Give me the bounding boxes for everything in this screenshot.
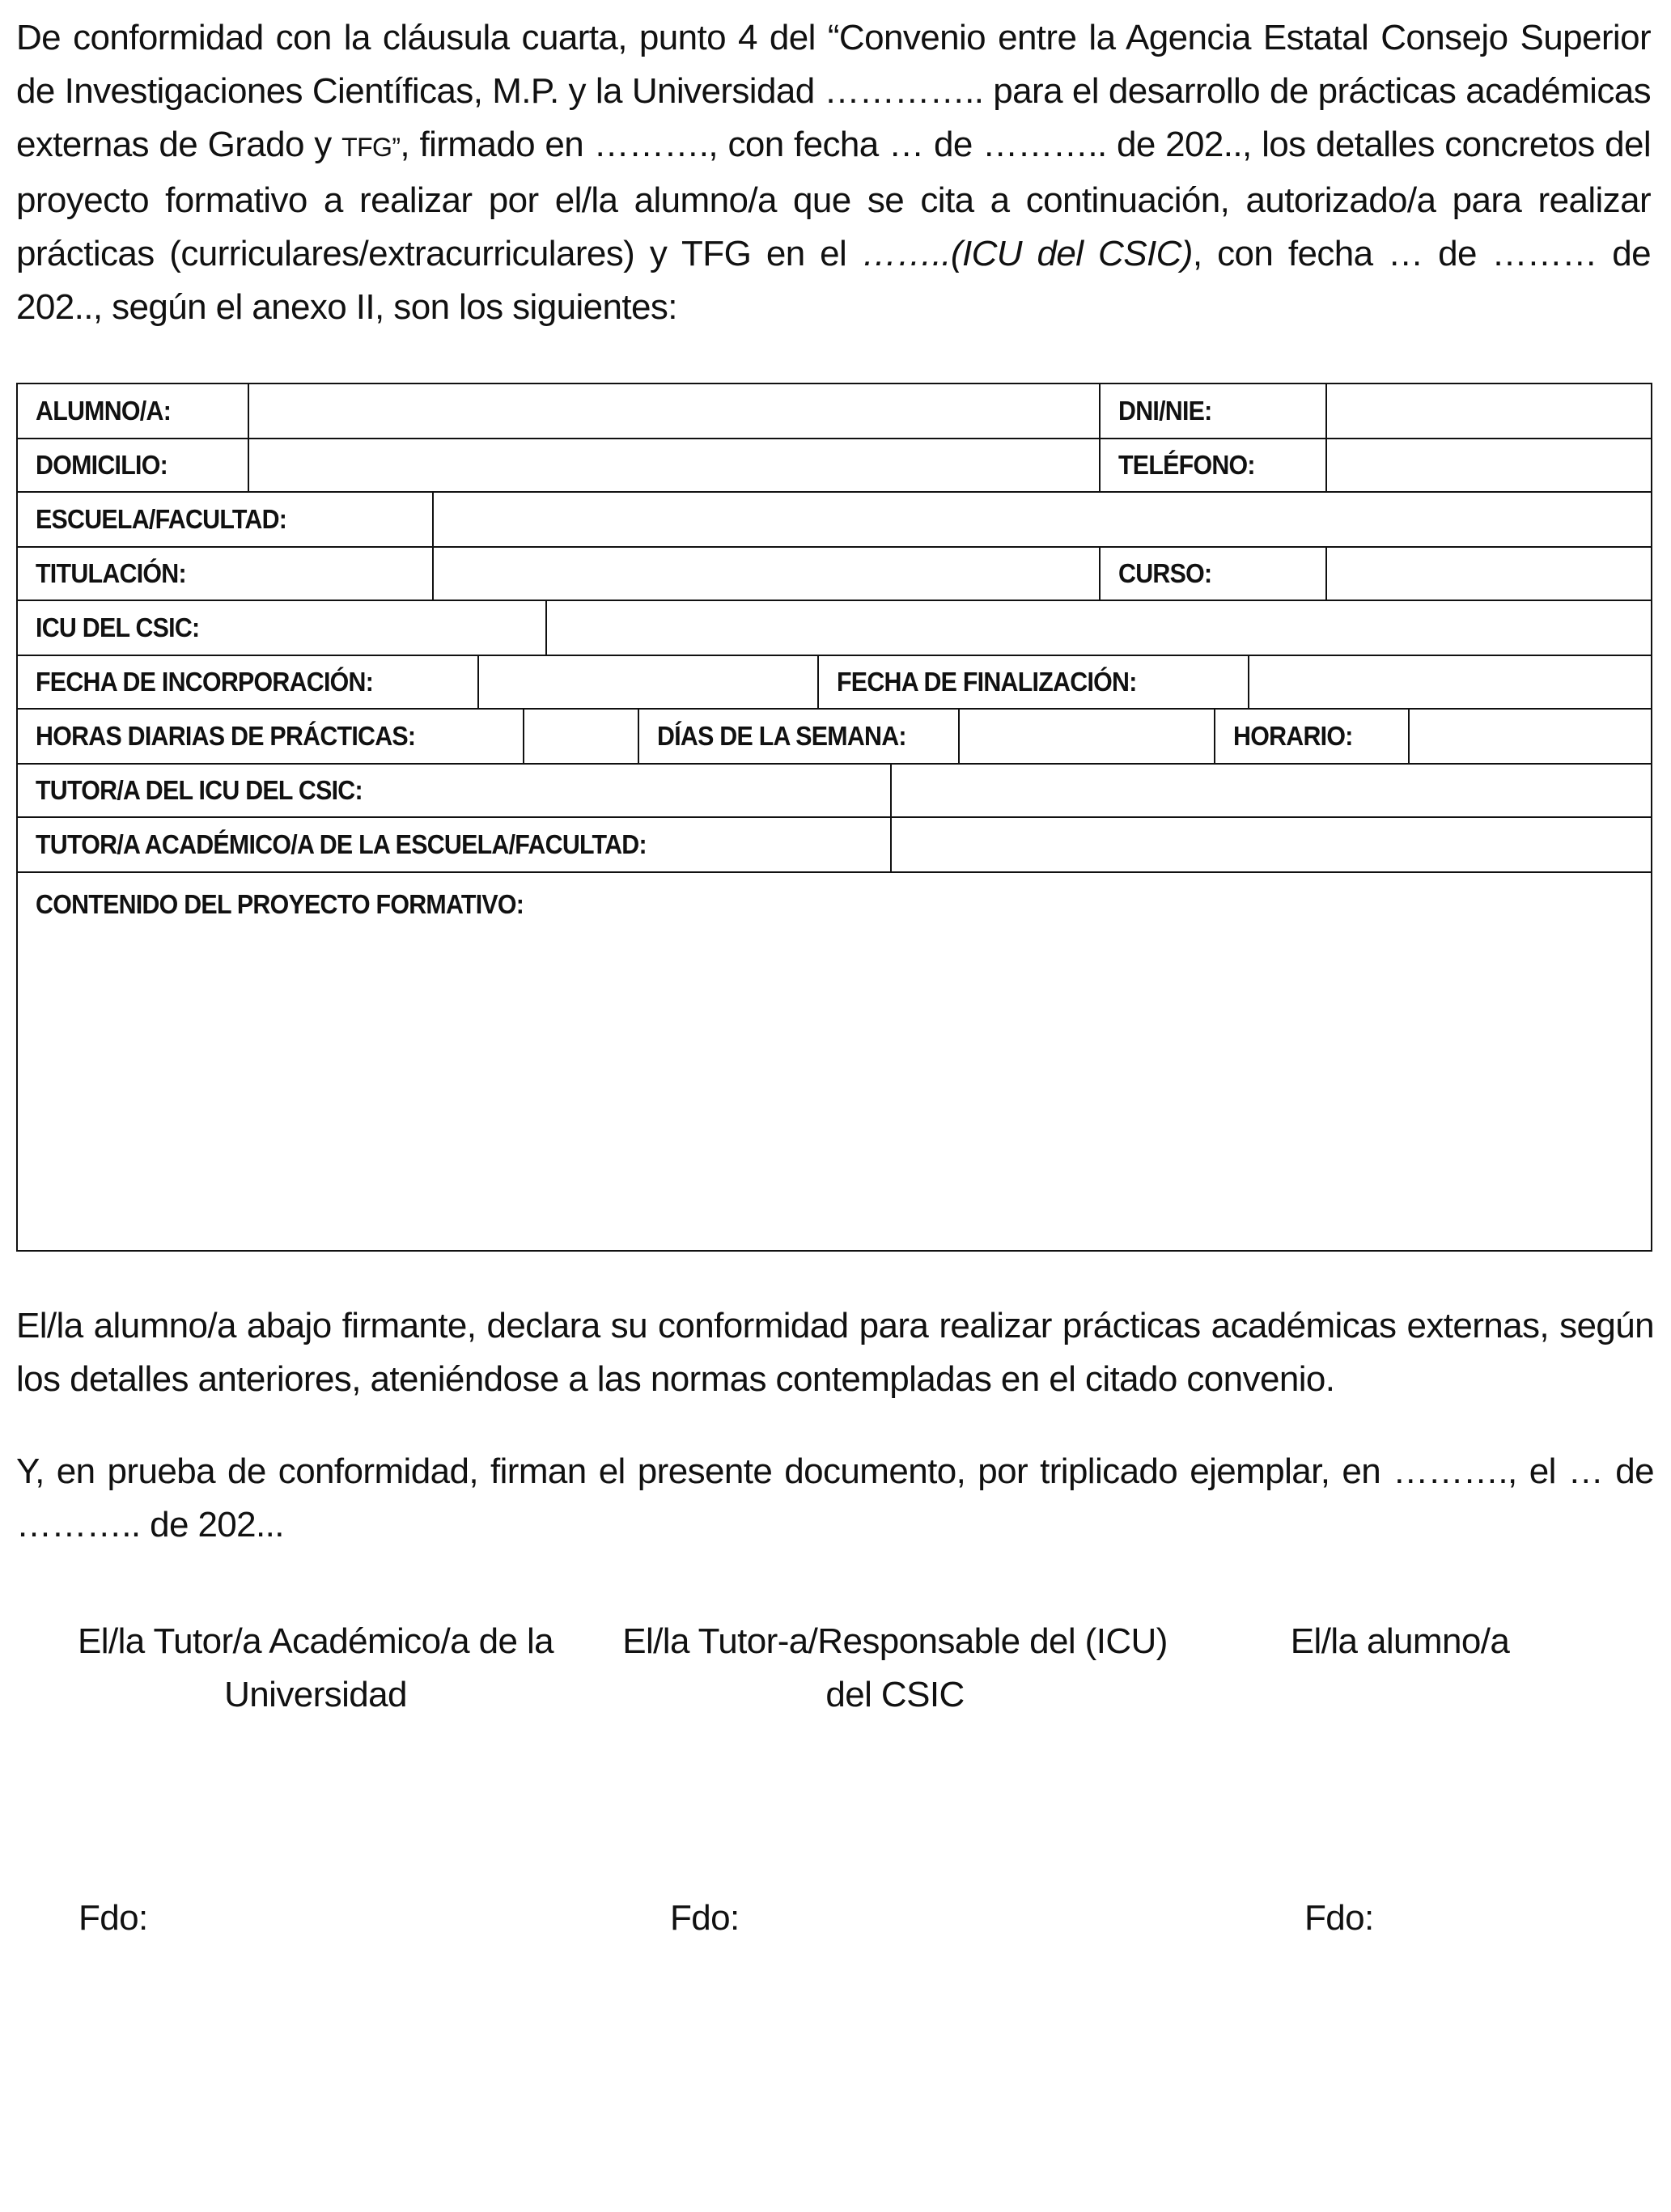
- telefono-label-cell: [1099, 439, 1325, 491]
- alumno-field[interactable]: [248, 384, 1099, 438]
- tutor-icu-label: TUTOR/A DEL ICU DEL CSIC:: [36, 775, 363, 805]
- titulacion-field[interactable]: [432, 548, 1099, 600]
- row-titulacion: [18, 548, 1651, 601]
- intro-text-3: , con fecha … de ……… de 202.., según el anexo II, son los siguientes:: [16, 234, 1651, 327]
- tutor-academico-label: TUTOR/A ACADÉMICO/A DE LA ESCUELA/FACULTAD:: [36, 829, 647, 859]
- curso-field[interactable]: [1325, 548, 1651, 600]
- intro-text-1: De conformidad con la cláusula cuarta, punto 4 del “Convenio entre la Agencia Estatal Consejo Superior de Investigaciones Científicas, M.P. y la Universidad ………….. para el desarrollo de prácticas académicas externas de Grado y: [16, 18, 1651, 164]
- dni-label: DNI/NIE:: [1118, 396, 1212, 426]
- contenido-field[interactable]: [18, 873, 1651, 1250]
- dni-field[interactable]: [1325, 384, 1651, 438]
- row-fechas: [18, 656, 1651, 710]
- row-alumno: [18, 384, 1651, 439]
- horas-field[interactable]: [523, 710, 638, 763]
- fecha-incorporacion-label: FECHA DE INCORPORACIÓN:: [36, 667, 374, 697]
- signature-student: El/la alumno/a: [1290, 1621, 1510, 1661]
- horario-label: HORARIO:: [1233, 721, 1353, 751]
- signature-academic-tutor: El/la Tutor/a Académico/a de la Universidad: [78, 1621, 553, 1714]
- telefono-label: TELÉFONO:: [1118, 450, 1255, 480]
- fecha-finalizacion-label: FECHA DE FINALIZACIÓN:: [837, 667, 1137, 697]
- tutor-academico-field[interactable]: [890, 818, 1651, 871]
- domicilio-label: DOMICILIO:: [36, 450, 168, 480]
- fecha-finalizacion-field[interactable]: [1248, 656, 1651, 708]
- curso-label: CURSO:: [1118, 558, 1212, 588]
- escuela-label: ESCUELA/FACULTAD:: [36, 504, 287, 534]
- dias-label-cell: [638, 710, 958, 763]
- telefono-field[interactable]: [1325, 439, 1651, 491]
- dni-label-cell: [1099, 384, 1325, 438]
- curso-label-cell: [1099, 548, 1325, 600]
- dias-field[interactable]: [958, 710, 1214, 763]
- fdo-student: Fdo:: [1304, 1898, 1374, 1938]
- icu-field[interactable]: [545, 601, 1651, 655]
- fecha-incorporacion-field[interactable]: [477, 656, 817, 708]
- intro-tfg: TFG”: [341, 133, 401, 162]
- project-form-table: [16, 383, 1652, 1252]
- proof-text: Y, en prueba de conformidad, firman el presente documento, por triplicado ejemplar, en ………., el … de ……….. de 202...: [16, 1451, 1654, 1545]
- row-tutor-icu: [18, 765, 1651, 818]
- fdo-academic: Fdo:: [78, 1898, 148, 1938]
- row-horas: [18, 710, 1651, 765]
- intro-paragraph: [16, 11, 1651, 334]
- row-tutor-academico: [18, 818, 1651, 873]
- dias-label: DÍAS DE LA SEMANA:: [657, 721, 906, 751]
- intro-text-2: , firmado en ………., con fecha … de ……….. de 202.., los detalles concretos del proyecto formativo a realizar por el/la alumno/a que se cita a continuación, autorizado/a para realizar prácticas (curriculares/extracurriculares) y TFG en el: [16, 125, 1651, 273]
- icu-label: ICU DEL CSIC:: [36, 612, 200, 642]
- row-escuela: [18, 493, 1651, 548]
- horario-label-cell: [1214, 710, 1408, 763]
- declaration-text: El/la alumno/a abajo firmante, declara su conformidad para realizar prácticas académicas externas, según los detalles anteriores, ateniéndose a las normas contempladas en el citado convenio.: [16, 1306, 1654, 1399]
- titulacion-label: TITULACIÓN:: [36, 558, 186, 588]
- row-icu: [18, 601, 1651, 656]
- signature-icu-tutor: El/la Tutor-a/Responsable del (ICU) del CSIC: [622, 1621, 1168, 1714]
- fecha-finalizacion-label-cell: [817, 656, 1248, 708]
- intro-icu: ……..(ICU del CSIC): [861, 234, 1193, 273]
- alumno-label: ALUMNO/A:: [36, 396, 172, 426]
- horas-label: HORAS DIARIAS DE PRÁCTICAS:: [36, 721, 416, 751]
- tutor-icu-field[interactable]: [890, 765, 1651, 816]
- horario-field[interactable]: [1408, 710, 1651, 763]
- fdo-icu: Fdo:: [670, 1898, 740, 1938]
- contenido-label: CONTENIDO DEL PROYECTO FORMATIVO:: [36, 889, 524, 919]
- domicilio-field[interactable]: [248, 439, 1099, 491]
- row-domicilio: [18, 439, 1651, 493]
- escuela-field[interactable]: [432, 493, 1651, 546]
